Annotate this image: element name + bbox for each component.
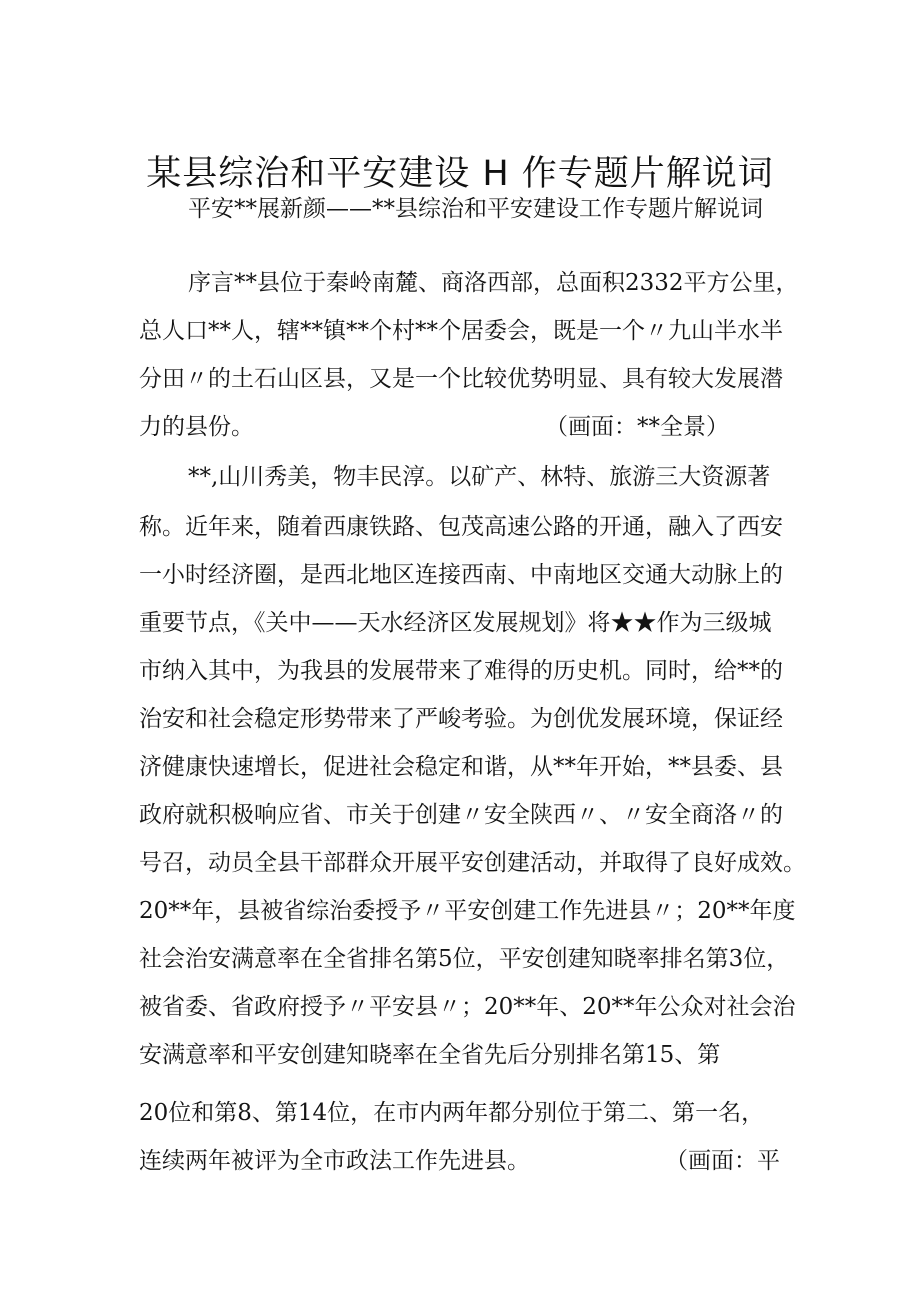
paragraph-line: 总人口**人，辖**镇**个村**个居委会，既是一个〃九山半水半	[139, 318, 783, 344]
paragraph-line: 20**年，县被省综治委授予〃平安创建工作先进县〃；20**年度	[139, 898, 796, 924]
scene-note: （画面：平	[665, 1148, 780, 1174]
paragraph-line: 力的县份。	[139, 414, 254, 440]
paragraph-line: 序言**县位于秦岭南麓、商洛西部，总面积2332平方公里，	[188, 270, 799, 296]
paragraph-line: **,山川秀美，物丰民淳。以矿产、林特、旅游三大资源著	[188, 464, 771, 490]
paragraph-line: 安满意率和平安创建知晓率在全省先后分别排名第15、第	[139, 1042, 721, 1068]
paragraph-line: 20位和第8、第14位，在市内两年都分别位于第二、第一名，	[139, 1100, 765, 1126]
paragraph-line: 社会治安满意率在全省排名第5位，平安创建知晓率排名第3位，	[139, 946, 790, 972]
paragraph-line: 一小时经济圈，是西北地区连接西南、中南地区交通大动脉上的	[139, 562, 783, 588]
paragraph-line: 市纳入其中，为我县的发展带来了难得的历史机。同时，给**的	[139, 658, 783, 684]
paragraph-line: 治安和社会稳定形势带来了严峻考验。为创优发展环境，保证经	[139, 706, 783, 732]
paragraph-line: 连续两年被评为全市政法工作先进县。	[139, 1148, 530, 1174]
document-subtitle: 平安**展新颜——**县综治和平安建设工作专题片解说词	[188, 196, 763, 222]
paragraph-line: 号召，动员全县干部群众开展平安创建活动，并取得了良好成效。	[139, 850, 806, 876]
paragraph-line: 称。近年来，随着西康铁路、包茂高速公路的开通，融入了西安	[139, 514, 783, 540]
scene-note: （画面：**全景）	[545, 414, 729, 440]
paragraph-line: 被省委、省政府授予〃平安县〃；20**年、20**年公众对社会治	[139, 994, 796, 1020]
document-title: 某县综治和平安建设 H 作专题片解说词	[146, 154, 774, 194]
paragraph-line: 分田〃的土石山区县，又是一个比较优势明显、具有较大发展潜	[139, 366, 783, 392]
paragraph-line: 重要节点，《关中——天水经济区发展规划》将★★作为三级城	[139, 610, 772, 636]
paragraph-line: 济健康快速增长，促进社会稳定和谐，从**年开始，**县委、县	[139, 754, 783, 780]
paragraph-line: 政府就积极响应省、市关于创建〃安全陕西〃、〃安全商洛〃的	[139, 802, 783, 828]
